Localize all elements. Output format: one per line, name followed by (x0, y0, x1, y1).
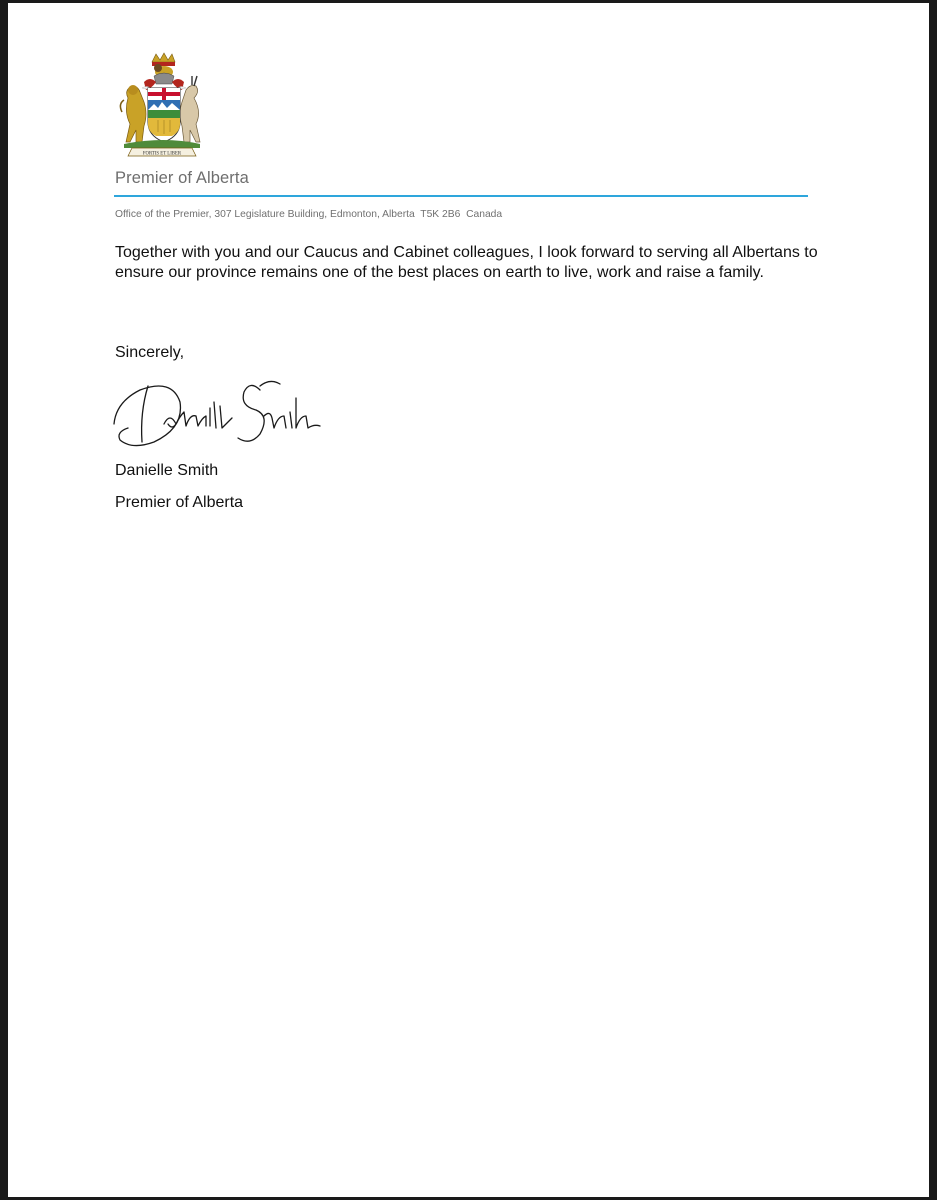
scan-border-right (929, 0, 937, 1200)
letterhead-address: Office of the Premier, 307 Legislature Building, Edmonton, Alberta T5K 2B6 Canada (115, 209, 503, 220)
letterhead-title: Premier of Alberta (115, 169, 249, 187)
letter-body-paragraph: Together with you and our Caucus and Cabinet colleagues, I look forward to serving all Albertans to ensure our province remains one of the best places on earth to live, work and raise a family. (115, 244, 818, 281)
signer-name: Danielle Smith (115, 462, 219, 479)
scan-border-top (0, 0, 937, 3)
letter-closing: Sincerely, (115, 344, 185, 361)
alberta-coat-of-arms-icon (114, 52, 210, 160)
signer-title: Premier of Alberta (115, 494, 244, 511)
handwritten-signature-icon (110, 372, 330, 452)
scan-border-left (0, 0, 8, 1200)
letterhead-divider (114, 195, 808, 197)
crest-motto: FORTIS ET LIBER (142, 151, 182, 157)
